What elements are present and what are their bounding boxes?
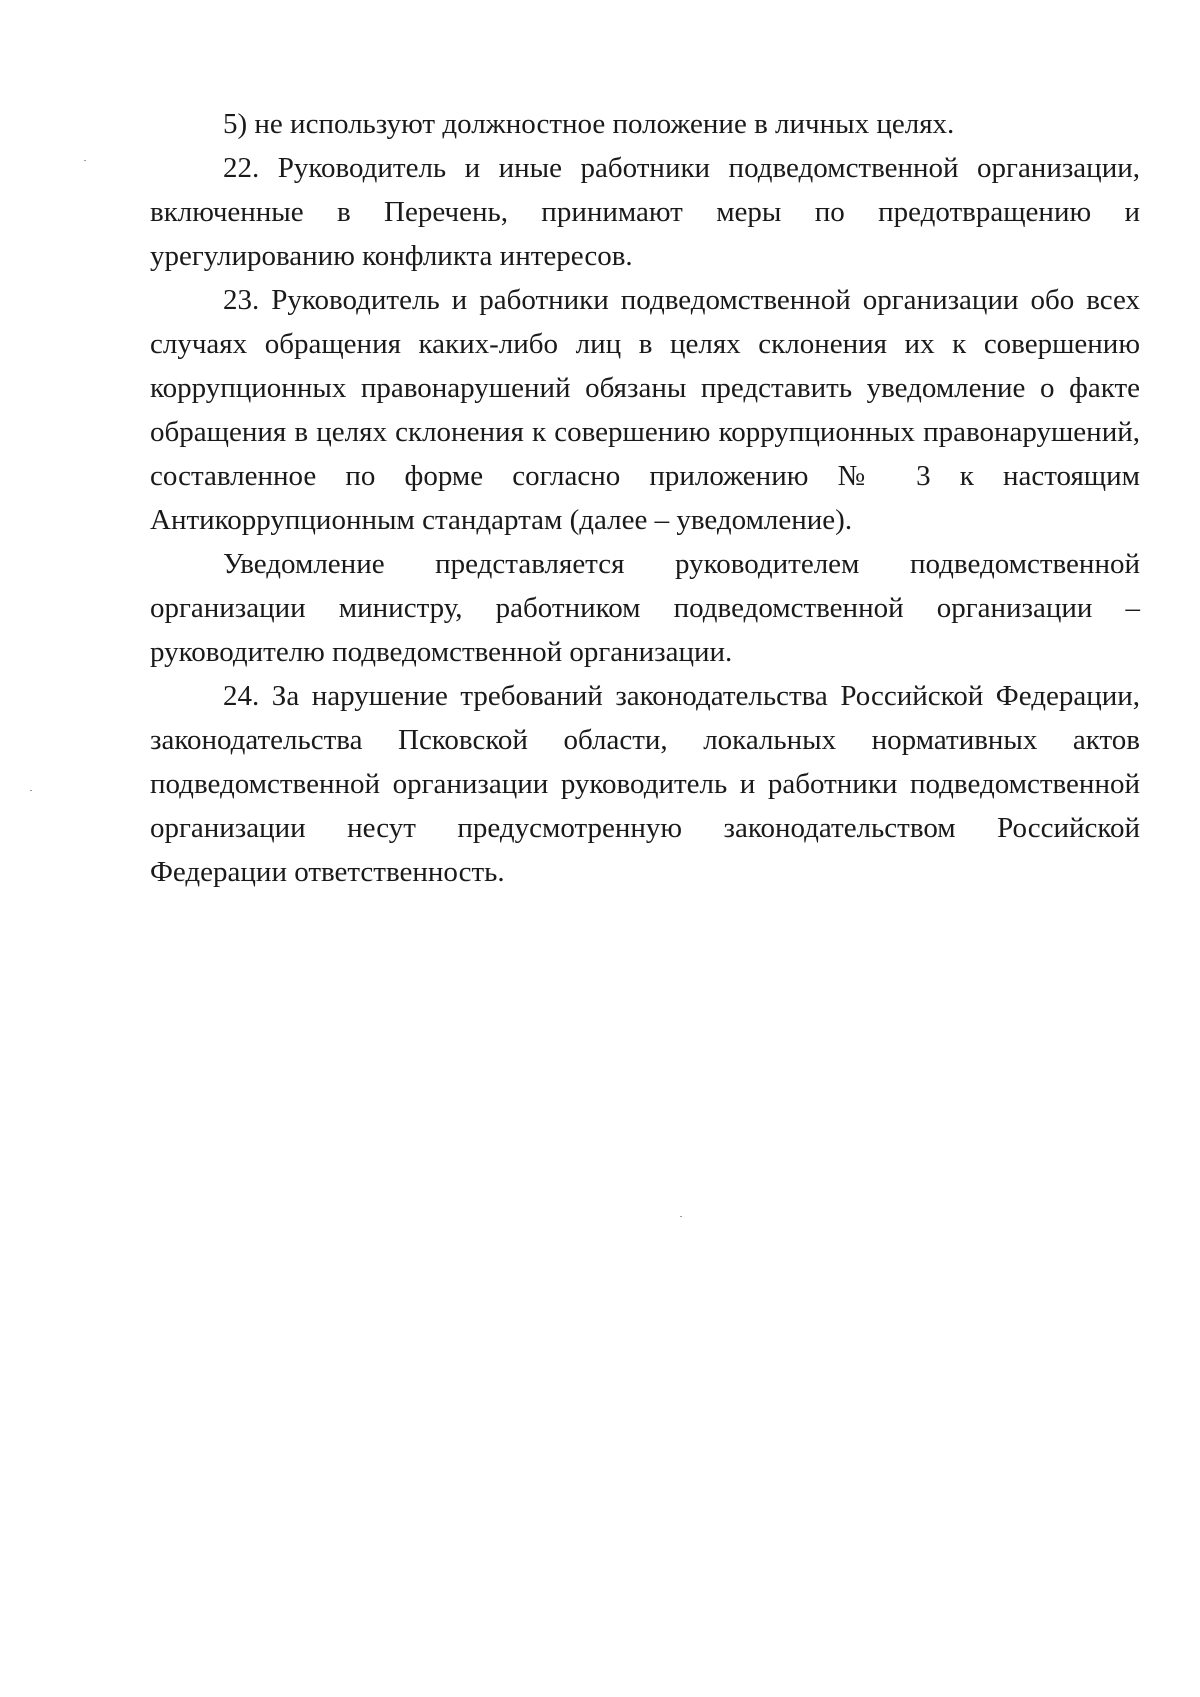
paragraph-item-5: 5) не используют должностное положение в личных целях. xyxy=(223,108,955,140)
paragraph-notification: Уведомление представляется руководителем подведомственной организации министру, работником подведомственной организации – руководителю подведомственной организации. xyxy=(150,548,1140,668)
scan-speck xyxy=(680,1216,682,1217)
scan-speck xyxy=(30,790,32,791)
paragraph-22: 22. Руководитель и иные работники подведомственной организации, включенные в Перечень, принимают меры по предотвращению и урегулированию конфликта интересов. xyxy=(150,152,1140,272)
scan-speck xyxy=(84,160,86,161)
paragraph-24: 24. За нарушение требований законодательства Российской Федерации, законодательства Псковской области, локальных нормативных актов подведомственной организации руководитель и работники подведомственной организации несут предусмотренную законодательством Российской Федерации ответственность. xyxy=(150,680,1140,888)
document-body xyxy=(150,102,1140,894)
paragraph-23: 23. Руководитель и работники подведомственной организации обо всех случаях обращения каких-либо лиц в целях склонения их к совершению коррупционных правонарушений обязаны представить уведомление о факте обращения в целях склонения к совершению коррупционных правонарушений, составленное по форме согласно приложению № 3 к настоящим Антикоррупционным стандартам (далее – уведомление). xyxy=(150,284,1140,536)
